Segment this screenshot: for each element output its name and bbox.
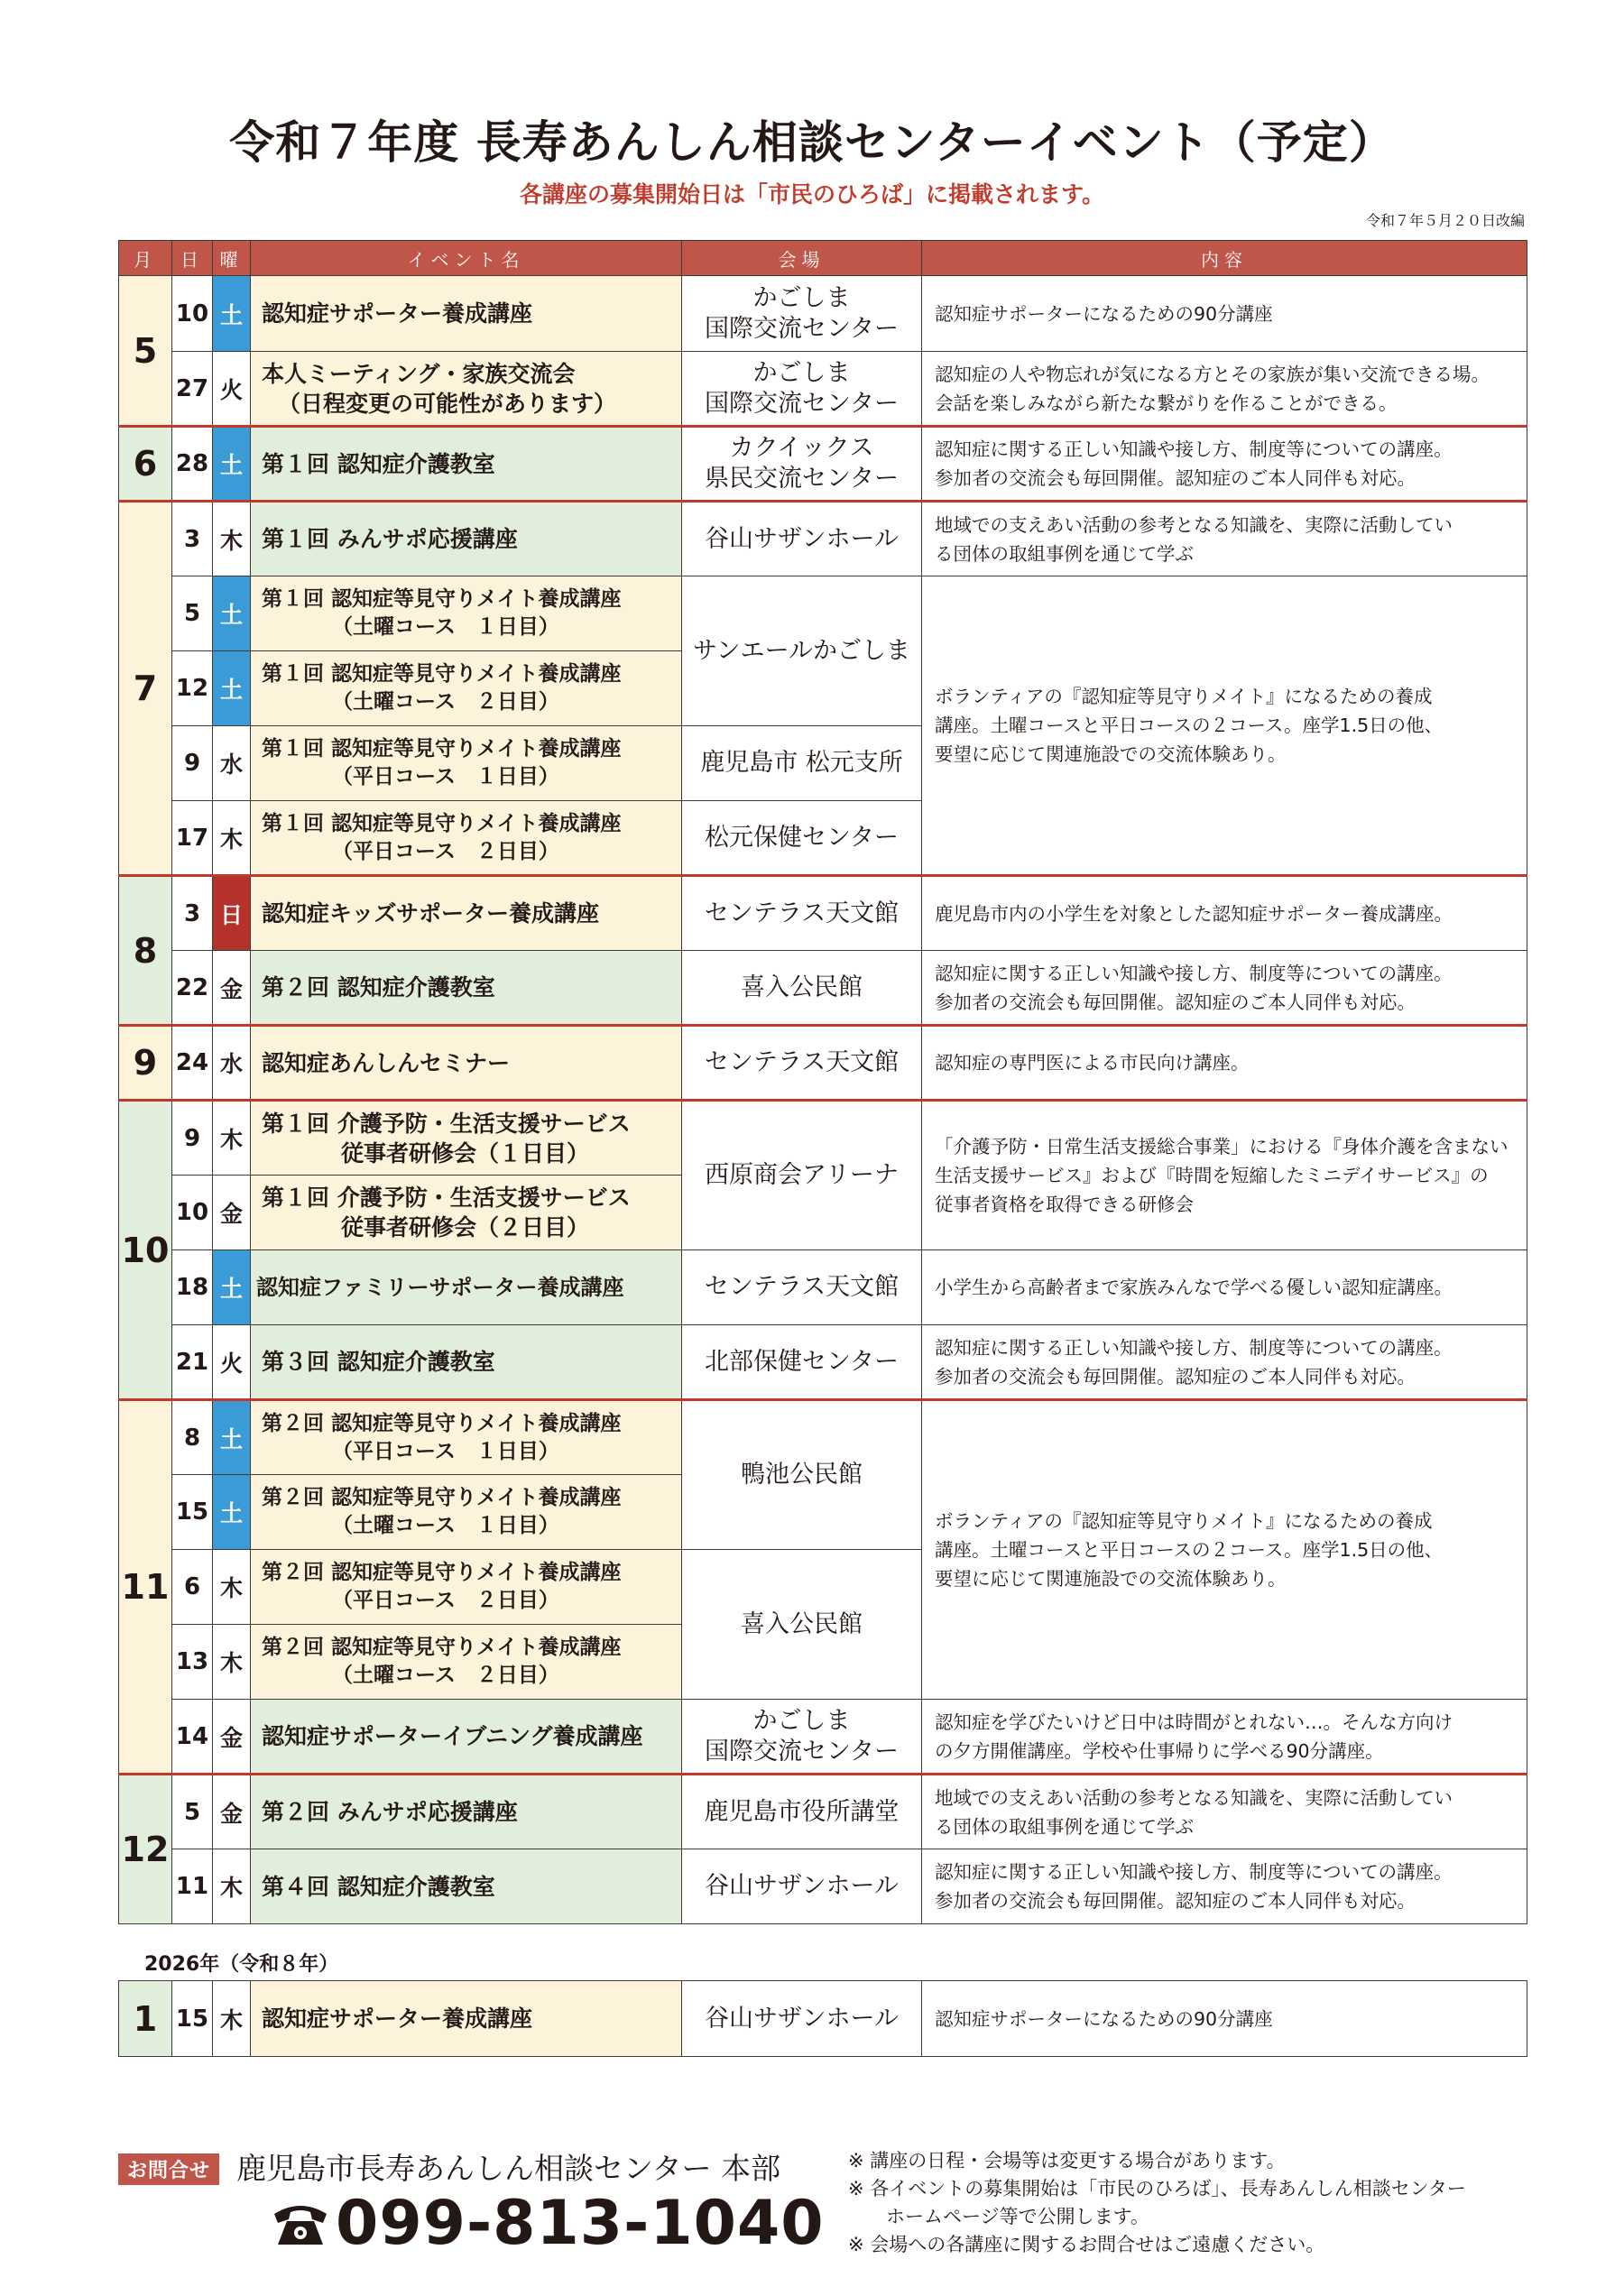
header-day: 日 (172, 241, 213, 276)
dow-cell: 金 (213, 1176, 251, 1250)
content-cell: 認知症の人や物忘れが気になる方とその家族が集い交流できる場。 会話を楽しみながら新たな繋がりを作ることができる。 (922, 352, 1527, 427)
event-name: 第１回 介護予防・生活支援サービス 従事者研修会（１日目） (251, 1101, 682, 1176)
venue-cell: 鹿児島市役所講堂 (682, 1775, 922, 1849)
contact-organization: 鹿児島市長寿あんしん相談センター 本部 (236, 2151, 781, 2186)
event-name: 認知症ファミリーサポーター養成講座 (251, 1250, 682, 1325)
dow-cell: 木 (213, 1625, 251, 1700)
table-row (119, 1849, 1527, 1924)
month-cell: 1 (119, 1981, 172, 2057)
dow-cell: 金 (213, 951, 251, 1026)
day-cell: 3 (172, 502, 213, 576)
dow-cell: 木 (213, 1101, 251, 1176)
event-name: 第１回 認知症等見守りメイト養成講座 （土曜コース １日目） (251, 576, 682, 651)
event-name: 第２回 認知症介護教室 (251, 951, 682, 1026)
table-row (119, 576, 1527, 651)
dow-cell: 土 (213, 651, 251, 726)
table-row (119, 502, 1527, 576)
content-cell: 認知症に関する正しい知識や接し方、制度等についての講座。 参加者の交流会も毎回開催。認知症のご本人同伴も対応。 (922, 1849, 1527, 1924)
dow-cell: 木 (213, 1550, 251, 1625)
day-cell: 14 (172, 1700, 213, 1775)
dow-cell: 土 (213, 576, 251, 651)
dow-cell: 木 (213, 1981, 251, 2057)
table-row (119, 1981, 1527, 2057)
content-cell: 認知症に関する正しい知識や接し方、制度等についての講座。 参加者の交流会も毎回開催。認知症のご本人同伴も対応。 (922, 427, 1527, 502)
table-row (119, 1700, 1527, 1775)
dow-cell: 水 (213, 1026, 251, 1101)
event-name: 認知症キッズサポーター養成講座 (251, 876, 682, 951)
event-name: 第２回 認知症等見守りメイト養成講座 （土曜コース １日目） (251, 1475, 682, 1550)
content-cell: 認知症サポーターになるための90分講座 (922, 1981, 1527, 2057)
table-row (119, 1026, 1527, 1101)
content-cell: 地域での支えあい活動の参考となる知識を、実際に活動してい る団体の取組事例を通じて学ぶ (922, 502, 1527, 576)
revision-date: 令和７年５月２０日改編 (1365, 212, 1525, 229)
day-cell: 3 (172, 876, 213, 951)
event-name: 第１回 認知症介護教室 (251, 427, 682, 502)
content-cell: 鹿児島市内の小学生を対象とした認知症サポーター養成講座。 (922, 876, 1527, 951)
note-item: ※ 各イベントの募集開始は「市民のひろば」、長寿あんしん相談センター (848, 2178, 1466, 2199)
venue-cell: センテラス天文館 (682, 1026, 922, 1101)
event-name: 第２回 認知症等見守りメイト養成講座 （平日コース １日目） (251, 1400, 682, 1475)
month-cell: 12 (119, 1775, 172, 1924)
content-cell: 認知症の専門医による市民向け講座。 (922, 1026, 1527, 1101)
event-name: 第２回 認知症等見守りメイト養成講座 （土曜コース ２日目） (251, 1625, 682, 1700)
content-cell: 認知症を学びたいけど日中は時間がとれない…。そんな方向け の夕方開催講座。学校や仕事帰りに学べる90分講座。 (922, 1700, 1527, 1775)
content-cell: ボランティアの『認知症等見守りメイト』になるための養成 講座。土曜コースと平日コースの２コース。座学1.5日の他、 要望に応じて関連施設での交流体験あり。 (922, 576, 1527, 876)
month-cell: 11 (119, 1400, 172, 1775)
dow-cell: 木 (213, 801, 251, 876)
dow-cell: 金 (213, 1700, 251, 1775)
month-cell: 9 (119, 1026, 172, 1101)
table-row (119, 276, 1527, 352)
content-cell: 認知症に関する正しい知識や接し方、制度等についての講座。 参加者の交流会も毎回開催。認知症のご本人同伴も対応。 (922, 1325, 1527, 1400)
dow-cell: 土 (213, 276, 251, 352)
event-name: 認知症サポーター養成講座 (251, 276, 682, 352)
day-cell: 28 (172, 427, 213, 502)
table-header-row (119, 241, 1527, 276)
month-cell: 5 (119, 276, 172, 427)
day-cell: 6 (172, 1550, 213, 1625)
day-cell: 24 (172, 1026, 213, 1101)
page-subtitle: 各講座の募集開始日は「市民のひろば」に掲載されます。 (519, 181, 1104, 207)
day-cell: 18 (172, 1250, 213, 1325)
day-cell: 10 (172, 1176, 213, 1250)
day-cell: 15 (172, 1981, 213, 2057)
event-name: 第１回 認知症等見守りメイト養成講座 （土曜コース ２日目） (251, 651, 682, 726)
table-row (119, 876, 1527, 951)
table-row (119, 1400, 1527, 1475)
header-content: 内容 (922, 241, 1527, 276)
day-cell: 13 (172, 1625, 213, 1700)
note-item: ※ 講座の日程・会場等は変更する場合があります。 (848, 2150, 1286, 2172)
event-name: 第４回 認知症介護教室 (251, 1849, 682, 1924)
day-cell: 11 (172, 1849, 213, 1924)
venue-cell: 喜入公民館 (682, 1550, 922, 1700)
event-name: 認知症サポーター養成講座 (251, 1981, 682, 2057)
event-name: 本人ミーティング・家族交流会 （日程変更の可能性があります） (251, 352, 682, 427)
month-cell: 10 (119, 1101, 172, 1400)
table-row (119, 1325, 1527, 1400)
day-cell: 5 (172, 576, 213, 651)
dow-cell: 金 (213, 1775, 251, 1849)
note-item: ※ 会場への各講座に関するお問合せはご遠慮ください。 (848, 2234, 1325, 2255)
venue-cell: 喜入公民館 (682, 951, 922, 1026)
content-cell: ボランティアの『認知症等見守りメイト』になるための養成 講座。土曜コースと平日コースの２コース。座学1.5日の他、 要望に応じて関連施設での交流体験あり。 (922, 1400, 1527, 1700)
day-cell: 8 (172, 1400, 213, 1475)
dow-cell: 火 (213, 1325, 251, 1400)
venue-cell: 鴨池公民館 (682, 1400, 922, 1550)
content-cell: 認知症サポーターになるための90分講座 (922, 276, 1527, 352)
header-venue: 会場 (682, 241, 922, 276)
venue-cell: 谷山サザンホール (682, 502, 922, 576)
day-cell: 15 (172, 1475, 213, 1550)
content-cell: 認知症に関する正しい知識や接し方、制度等についての講座。 参加者の交流会も毎回開催。認知症のご本人同伴も対応。 (922, 951, 1527, 1026)
event-name: 第２回 みんサポ応援講座 (251, 1775, 682, 1849)
contact-badge: お問合せ (118, 2153, 219, 2185)
day-cell: 9 (172, 726, 213, 801)
table-row (119, 1101, 1527, 1176)
venue-cell: 鹿児島市 松元支所 (682, 726, 922, 801)
venue-cell: センテラス天文館 (682, 876, 922, 951)
event-name: 第１回 みんサポ応援講座 (251, 502, 682, 576)
venue-cell: かごしま 国際交流センター (682, 1700, 922, 1775)
month-cell: 6 (119, 427, 172, 502)
venue-cell: センテラス天文館 (682, 1250, 922, 1325)
year-2026-label: 2026年（令和８年） (144, 1953, 339, 1976)
event-name: 第１回 介護予防・生活支援サービス 従事者研修会（２日目） (251, 1176, 682, 1250)
header-dow: 曜 (213, 241, 251, 276)
day-cell: 5 (172, 1775, 213, 1849)
dow-cell: 水 (213, 726, 251, 801)
telephone-icon (271, 2198, 330, 2248)
notes (848, 2147, 1466, 2259)
page-title: 令和７年度 長寿あんしん相談センターイベント（予定） (229, 116, 1395, 169)
content-cell: 小学生から高齢者まで家族みんなで学べる優しい認知症講座。 (922, 1250, 1527, 1325)
event-name: 認知症あんしんセミナー (251, 1026, 682, 1101)
contact-phone (271, 2187, 825, 2259)
event-name: 第１回 認知症等見守りメイト養成講座 （平日コース ２日目） (251, 801, 682, 876)
month-cell: 8 (119, 876, 172, 1026)
venue-cell: 谷山サザンホール (682, 1849, 922, 1924)
dow-cell: 土 (213, 427, 251, 502)
day-cell: 9 (172, 1101, 213, 1176)
event-schedule-table (118, 240, 1527, 1924)
day-cell: 17 (172, 801, 213, 876)
table-row (119, 1775, 1527, 1849)
dow-cell: 土 (213, 1400, 251, 1475)
day-cell: 27 (172, 352, 213, 427)
table-row (119, 352, 1527, 427)
table-row (119, 427, 1527, 502)
dow-cell: 木 (213, 1849, 251, 1924)
content-cell: 地域での支えあい活動の参考となる知識を、実際に活動してい る団体の取組事例を通じて学ぶ (922, 1775, 1527, 1849)
day-cell: 21 (172, 1325, 213, 1400)
venue-cell: サンエールかごしま (682, 576, 922, 726)
header-month: 月 (119, 241, 172, 276)
dow-cell: 土 (213, 1475, 251, 1550)
dow-cell: 日 (213, 876, 251, 951)
dow-cell: 火 (213, 352, 251, 427)
venue-cell: カクイックス 県民交流センター (682, 427, 922, 502)
venue-cell: 谷山サザンホール (682, 1981, 922, 2057)
dow-cell: 土 (213, 1250, 251, 1325)
note-item: ホームページ等で公開します。 (848, 2206, 1149, 2227)
venue-cell: 松元保健センター (682, 801, 922, 876)
venue-cell: かごしま 国際交流センター (682, 276, 922, 352)
table-row (119, 951, 1527, 1026)
day-cell: 22 (172, 951, 213, 1026)
event-schedule-2026-table (118, 1980, 1527, 2057)
venue-cell: 北部保健センター (682, 1325, 922, 1400)
header-event: イベント名 (251, 241, 682, 276)
venue-cell: かごしま 国際交流センター (682, 352, 922, 427)
event-name: 認知症サポーターイブニング養成講座 (251, 1700, 682, 1775)
event-name: 第２回 認知症等見守りメイト養成講座 （平日コース ２日目） (251, 1550, 682, 1625)
dow-cell: 木 (213, 502, 251, 576)
venue-cell: 西原商会アリーナ (682, 1101, 922, 1250)
content-cell: 「介護予防・日常生活支援総合事業」における『身体介護を含まない 生活支援サービス』および『時間を短縮したミニデイサービス』の 従事者資格を取得できる研修会 (922, 1101, 1527, 1250)
day-cell: 10 (172, 276, 213, 352)
phone-number: 099-813-1040 (336, 2187, 825, 2259)
event-name: 第１回 認知症等見守りメイト養成講座 （平日コース １日目） (251, 726, 682, 801)
event-name: 第３回 認知症介護教室 (251, 1325, 682, 1400)
month-cell: 7 (119, 502, 172, 876)
day-cell: 12 (172, 651, 213, 726)
table-row (119, 1250, 1527, 1325)
